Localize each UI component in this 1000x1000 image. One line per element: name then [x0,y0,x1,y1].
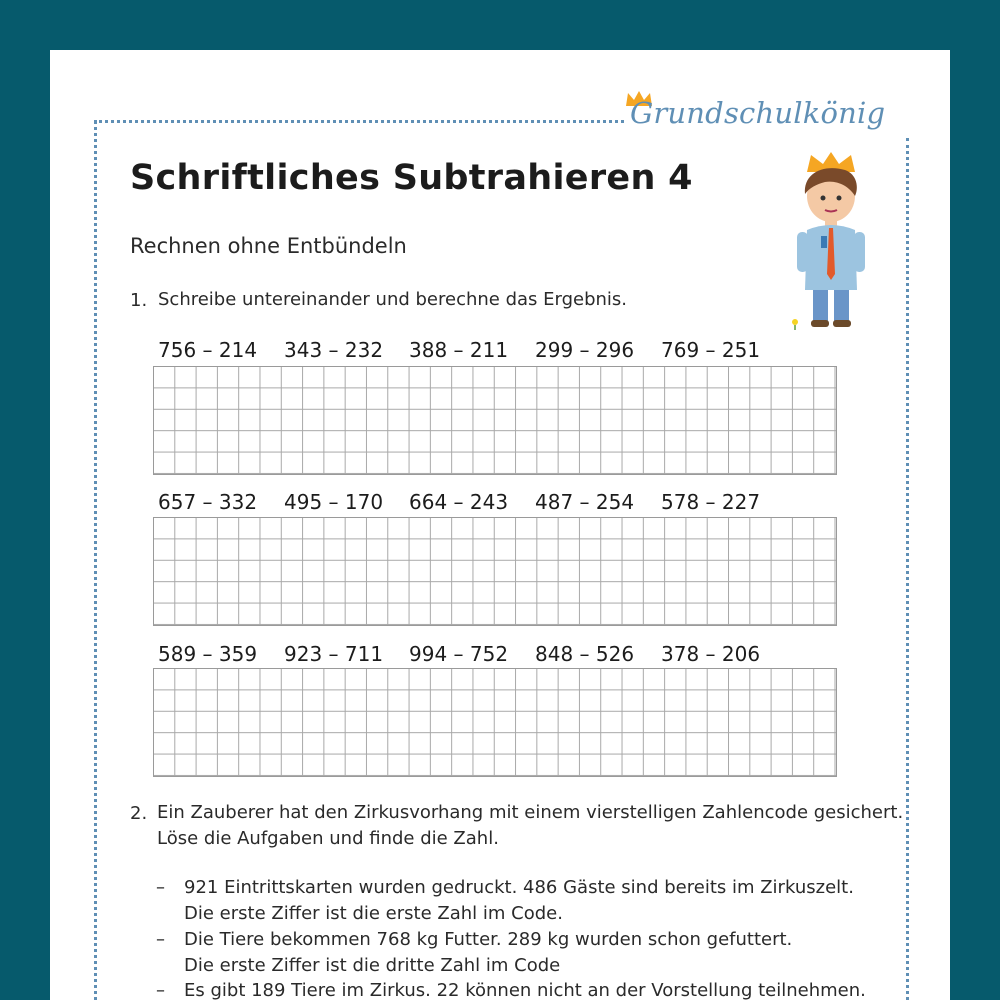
problem: 769 – 251 [661,338,761,362]
problem: 578 – 227 [661,490,761,514]
page-subtitle: Rechnen ohne Entbündeln [130,234,407,258]
clue-text: Die Tiere bekommen 768 kg Futter. 289 kg wurden schon gefuttert. [184,929,793,950]
problem-row-2 [158,490,798,514]
clue-text: 921 Eintrittskarten wurden gedruckt. 486 Gäste sind bereits im Zirkuszelt. [184,877,854,898]
brand-logo: Grundschulkönig [630,96,886,130]
dash: – [156,980,165,1000]
task-2-line-2: Löse die Aufgaben und finde die Zahl. [157,828,499,849]
problem-row-3 [158,642,798,666]
problem: 923 – 711 [284,642,384,666]
dotted-border-top [94,120,624,123]
problem: 495 – 170 [284,490,384,514]
problem: 589 – 359 [158,642,258,666]
writing-grid-1[interactable] [153,366,837,475]
problem: 378 – 206 [661,642,761,666]
clue-text: Es gibt 189 Tiere im Zirkus. 22 können nicht an der Vorstellung teilnehmen. [184,980,866,1000]
dotted-border-left [94,120,97,1000]
dash: – [156,929,165,950]
problem: 657 – 332 [158,490,258,514]
problem: 388 – 211 [409,338,509,362]
problem: 299 – 296 [535,338,635,362]
problem: 848 – 526 [535,642,635,666]
clue-text: Die erste Ziffer ist die erste Zahl im Code. [184,903,563,924]
task-2-line-1: Ein Zauberer hat den Zirkusvorhang mit einem vierstelligen Zahlencode gesichert. [157,802,904,823]
problem-row-1 [158,338,798,362]
problem: 756 – 214 [158,338,258,362]
writing-grid-2[interactable] [153,517,837,626]
page-title: Schriftliches Subtrahieren 4 [130,158,693,198]
task-1-instruction: Schreibe untereinander und berechne das Ergebnis. [158,289,628,310]
dash: – [156,877,165,898]
task-2-number: 2. [130,803,148,824]
clue-text: Die erste Ziffer ist die dritte Zahl im Code [184,955,561,976]
problem: 343 – 232 [284,338,384,362]
writing-grid-3[interactable] [153,668,837,777]
worksheet-page [50,50,950,1000]
boy-with-crown-illustration [785,150,875,330]
problem: 664 – 243 [409,490,509,514]
problem: 487 – 254 [535,490,635,514]
task-1-number: 1. [130,290,148,311]
problem: 994 – 752 [409,642,509,666]
dotted-border-right [906,138,909,1000]
